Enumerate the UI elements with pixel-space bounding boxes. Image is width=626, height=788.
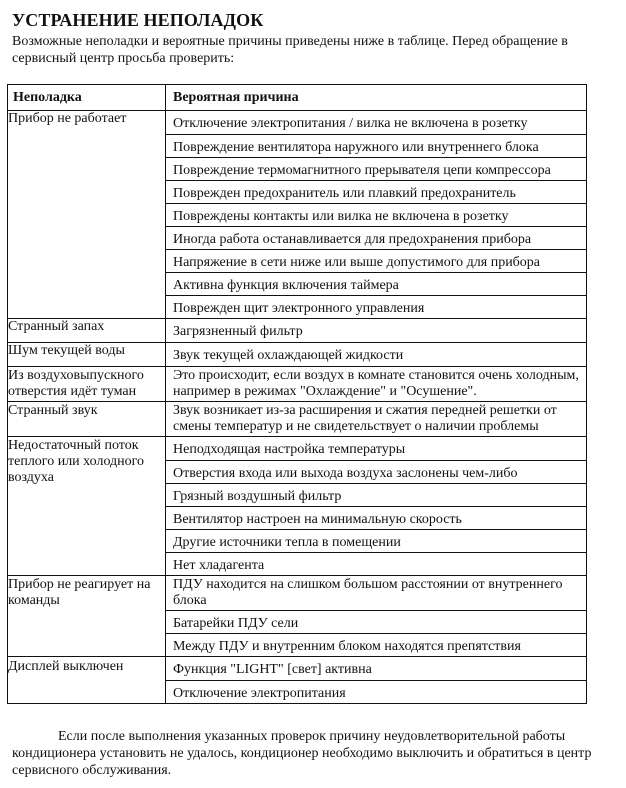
cause-item: Вентилятор настроен на минимальную скорость [166,506,586,529]
problem-cell: Из воздуховыпускного отверстия идёт туман [8,367,166,402]
cause-item: Поврежден предохранитель или плавкий предохранитель [166,180,586,203]
cause-item: Это происходит, если воздух в комнате становится очень холодным, например в режимах "Охлаждение" и "Осушение". [173,368,579,399]
cause-item: Другие источники тепла в помещении [166,529,586,552]
problem-cell: Прибор не реагирует на команды [8,576,166,657]
intro-paragraph: Возможные неполадки и вероятные причины приведены ниже в таблице. Перед обращение в сервисный центр просьба проверить: [12,34,568,66]
footer-paragraph: Если после выполнения указанных проверок причину неудовлетворительной работы кондиционера установить не удалось, кондиционер необходимо выключить и обратиться в центр сервисного обслуживания. [12,729,592,778]
cause-cell [166,402,587,437]
cause-item: Напряжение в сети ниже или выше допустимого для прибора [166,249,586,272]
header-problem: Неполадка [8,85,166,111]
cause-item: Отключение электропитания / вилка не включена в розетку [173,116,528,131]
cause-item: Между ПДУ и внутренним блоком находятся препятствия [166,633,586,656]
cause-item: Поврежден щит электронного управления [166,295,586,318]
problem-cell: Прибор не работает [8,111,166,319]
problem-cell: Странный звук [8,402,166,437]
table-row [8,367,587,402]
cause-list [166,576,586,656]
table-row [8,111,587,319]
table-row [8,319,587,343]
cause-cell [166,343,587,367]
problem-cell: Странный запах [8,319,166,343]
table-row [8,576,587,657]
cause-cell [166,319,587,343]
cause-item: Повреждение термомагнитного прерывателя цепи компрессора [166,157,586,180]
table-header-row [8,85,587,111]
cause-item: Нет хладагента [166,552,586,575]
table-row [8,437,587,576]
cause-item: Отключение электропитания [166,680,586,703]
cause-item: ПДУ находится на слишком большом расстоянии от внутреннего блока [173,577,563,608]
cause-list [166,437,586,575]
cause-list [166,111,586,318]
troubleshooting-table [7,84,587,704]
cause-cell [166,657,587,704]
cause-cell [166,576,587,657]
cause-item: Батарейки ПДУ сели [166,610,586,633]
cause-list [166,657,586,703]
cause-item: Отверстия входа или выхода воздуха заслонены чем-либо [166,460,586,483]
cause-item: Активна функция включения таймера [166,272,586,295]
table-row [8,343,587,367]
cause-item: Неподходящая настройка температуры [173,442,406,457]
problem-cell: Шум текущей воды [8,343,166,367]
cause-cell [166,437,587,576]
cause-item: Повреждены контакты или вилка не включена в розетку [166,203,586,226]
cause-item: Звук возникает из-за расширения и сжатия передней решетки от смены температур и не свидетельствует о наличии проблемы [173,403,557,434]
table-row [8,657,587,704]
problem-cell: Недостаточный поток теплого или холодного воздуха [8,437,166,576]
cause-cell [166,111,587,319]
cause-item: Загрязненный фильтр [173,324,303,339]
cause-item: Звук текущей охлаждающей жидкости [173,348,404,363]
cause-cell [166,367,587,402]
page-title: УСТРАНЕНИЕ НЕПОЛАДОК [12,10,264,30]
cause-item: Повреждение вентилятора наружного или внутреннего блока [166,134,586,157]
cause-item: Грязный воздушный фильтр [166,483,586,506]
header-cause: Вероятная причина [166,85,587,111]
table-row [8,402,587,437]
cause-item: Иногда работа останавливается для предохранения прибора [166,226,586,249]
cause-item: Функция "LIGHT" [свет] активна [173,662,372,677]
problem-cell: Дисплей выключен [8,657,166,704]
